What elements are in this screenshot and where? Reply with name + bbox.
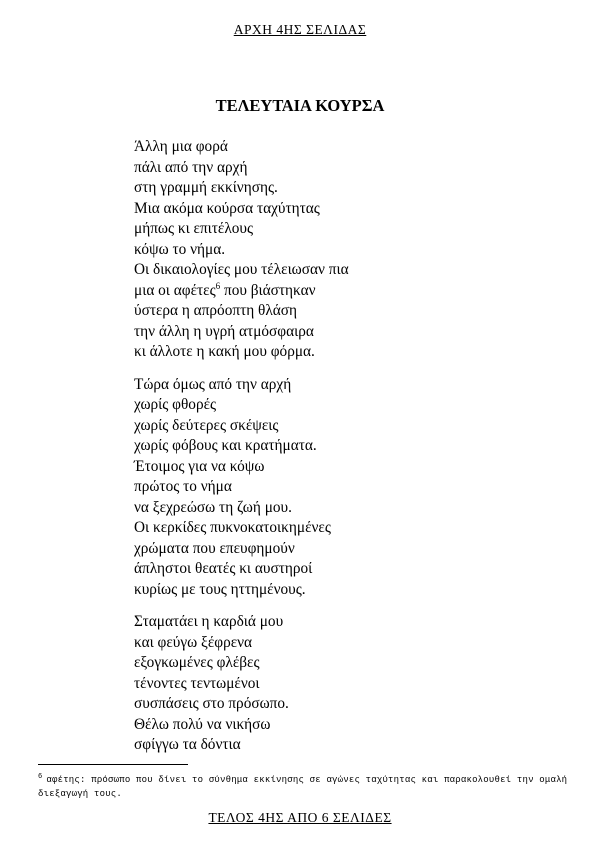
poem-line: χωρίς δεύτερες σκέψεις (134, 416, 279, 434)
page-header: ΑΡΧΗ 4ΗΣ ΣΕΛΙΔΑΣ (233, 22, 367, 37)
poem-line: κι άλλοτε η κακή μου φόρμα. (134, 343, 315, 360)
poem-line: Τώρα όμως από την αρχή (134, 375, 292, 393)
poem-line: μήπως κι επιτέλους (134, 220, 254, 237)
poem-line: Οι δικαιολογίες μου τέλειωσαν πια (134, 261, 349, 278)
poem-line: ύστερα η απρόοπτη θλάση (134, 302, 298, 319)
poem-line: Έτοιμος για να κόψω (134, 457, 265, 475)
footnote-text: αφέτης: πρόσωπο που δίνει το σύνθημα εκκίνησης σε αγώνες ταχύτητας και παρακολουθεί την ομαλή διεξαγωγή τους. (38, 775, 568, 799)
poem-line: συσπάσεις στο πρόσωπο. (134, 695, 289, 712)
poem-line: Άλλη μια φορά (134, 138, 228, 155)
poem-body (134, 137, 554, 768)
page-footer: ΤΕΛΟΣ 4ΗΣ ΑΠΟ 6 ΣΕΛΙΔΕΣ (208, 810, 392, 825)
stanza-2 (134, 375, 554, 601)
poem-line: πρώτος το νήμα (134, 478, 232, 495)
poem-line: και φεύγω ξέφρενα (134, 633, 253, 651)
poem-line-text: μια οι αφέτες (134, 281, 216, 299)
poem-line: πάλι από την αρχή (134, 158, 248, 176)
poem-line: την άλλη η υγρή ατμόσφαιρα (134, 322, 314, 340)
poem-line: κόψω το νήμα. (134, 240, 226, 258)
stanza-1 (134, 137, 554, 363)
poem-line: εξογκωμένες φλέβες (134, 654, 260, 671)
poem-line-with-footnote (134, 281, 554, 302)
poem-line: Μια ακόμα κούρσα ταχύτητας (134, 199, 320, 217)
footnote (38, 773, 568, 801)
poem-line: Οι κερκίδες πυκνοκατοικημένες (134, 519, 331, 536)
footnote-reference[interactable]: 6 (215, 280, 221, 291)
poem-line-text: που βιάστηκαν (220, 281, 316, 299)
poem-line: χωρίς φθορές (134, 396, 217, 413)
poem-line: Σταματάει η καρδιά μου (134, 613, 284, 630)
poem-line: χωρίς φόβους και κρατήματα. (134, 437, 317, 454)
poem-line: σφίγγω τα δόντια (134, 736, 241, 753)
poem-line: Θέλω πολύ να νικήσω (134, 715, 271, 733)
poem-line: χρώματα που επευφημούν (134, 539, 295, 557)
poem-line: τένοντες τεντωμένοι (134, 674, 260, 692)
stanza-3 (134, 612, 554, 756)
poem-line: στη γραμμή εκκίνησης. (134, 179, 278, 196)
footnote-marker: 6 (38, 773, 43, 781)
poem-line: άπληστοι θεατές κι αυστηροί (134, 560, 313, 577)
poem-title: ΤΕΛΕΥΤΑΙΑ ΚΟΥΡΣΑ (215, 96, 385, 115)
footnote-separator (38, 764, 188, 765)
poem-line: κυρίως με τους ηττημένους. (134, 580, 306, 598)
poem-line: να ξεχρεώσω τη ζωή μου. (134, 498, 292, 516)
